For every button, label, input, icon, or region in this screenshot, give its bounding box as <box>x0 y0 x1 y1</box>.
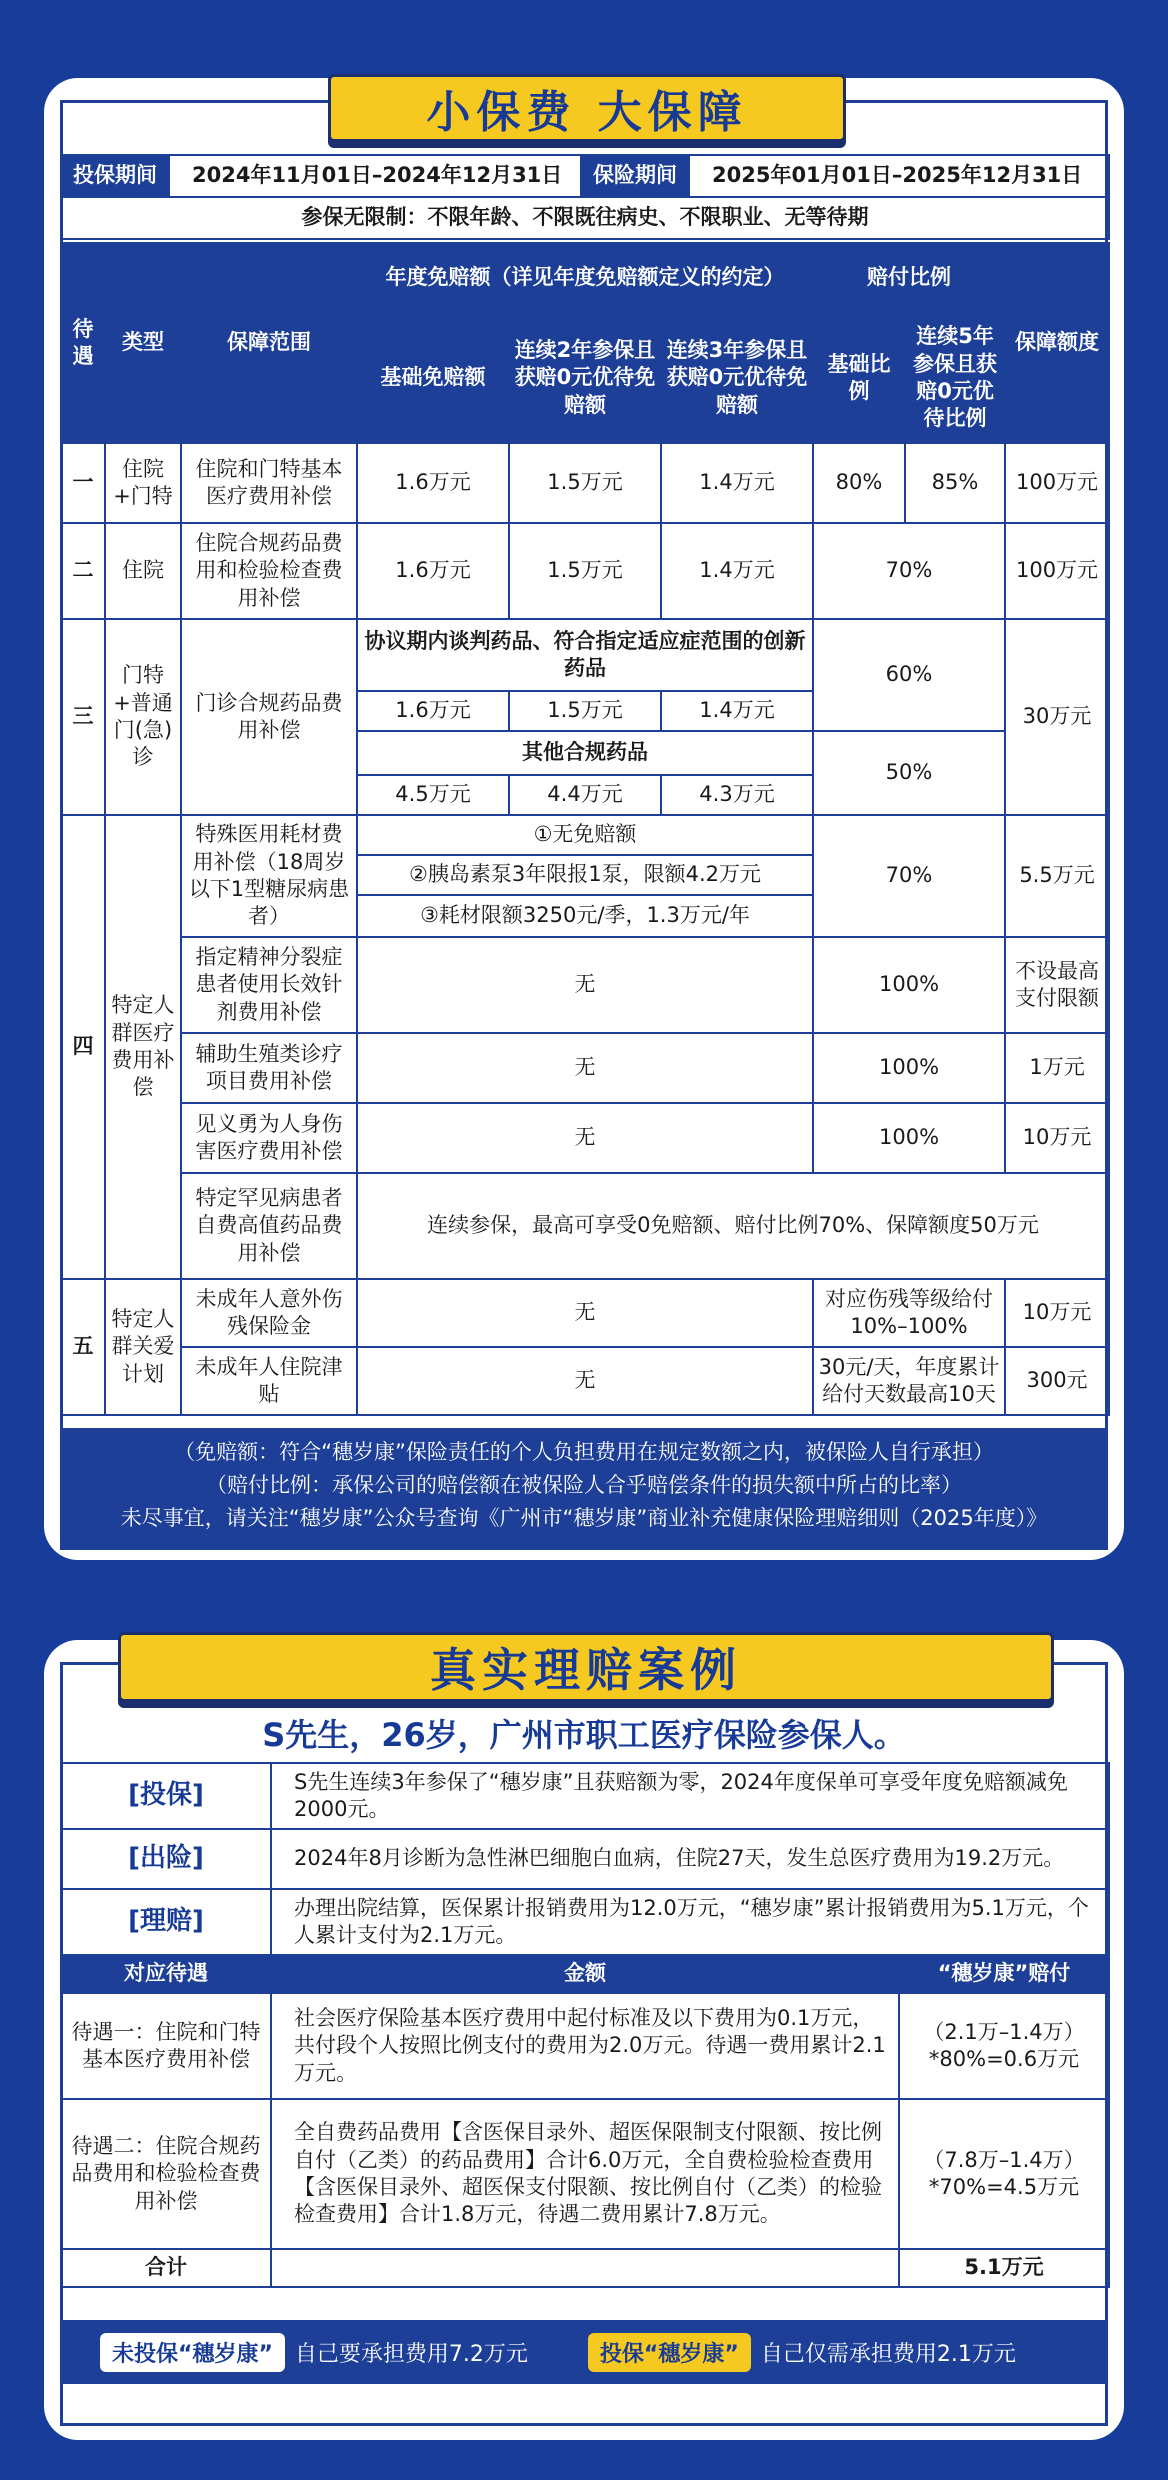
r4-ded-3: 无 <box>357 1033 813 1103</box>
r3-sub1: 协议期内谈判药品、符合指定适应症范围的创新药品 <box>357 619 813 691</box>
scope-2: 住院合规药品费用和检验检查费用补偿 <box>181 523 357 619</box>
r3-a1: 1.6万元 <box>357 691 509 731</box>
type-4: 特定人群医疗费用补偿 <box>105 815 181 1279</box>
r5-scope-2: 未成年人住院津贴 <box>181 1347 357 1415</box>
col-pay-header: “穗岁康”赔付 <box>899 1955 1109 1993</box>
incident-text: 2024年8月诊断为急性淋巴细胞白血病，住院27天，发生总医疗费用为19.2万元。 <box>271 1829 1109 1889</box>
claim-label: [理赔] <box>61 1889 271 1955</box>
limit-2: 100万元 <box>1005 523 1109 619</box>
claim-text: 办理出院结算，医保累计报销费用为12.0万元，“穗岁康”累计报销费用为5.1万元，个人累计支付为2.1万元。 <box>271 1889 1109 1955</box>
r4-s1b: ②胰岛素泵3年限报1泵，限额4.2万元 <box>357 855 813 895</box>
limit-3: 30万元 <box>1005 619 1109 815</box>
r4-desc-5: 连续参保，最高可享受0免赔额、赔付比例70%、保障额度50万元 <box>357 1173 1109 1279</box>
header-ratio-5y: 连续5年参保且获赔0元优待比例 <box>905 313 1005 443</box>
r3-b1: 4.5万元 <box>357 775 509 815</box>
cover-value: 2025年01月01日–2025年12月31日 <box>689 155 1109 197</box>
r4-scope-5: 特定罕见病患者自费高值药品费用补偿 <box>181 1173 357 1279</box>
scope-1: 住院和门特基本医疗费用补偿 <box>181 443 357 523</box>
r4-limit-3: 1万元 <box>1005 1033 1109 1103</box>
r4-ded-4: 无 <box>357 1103 813 1173</box>
period-table <box>60 154 1110 240</box>
case-title-banner: 真实理赔案例 <box>118 1632 1054 1702</box>
r4-ded-2: 无 <box>357 937 813 1033</box>
r4-s1a: ①无免赔额 <box>357 815 813 855</box>
header-ded-3y: 连续3年参保且获赔0元优待免赔额 <box>661 313 813 443</box>
ratio-3b: 50% <box>813 731 1005 815</box>
r3-a3: 1.4万元 <box>661 691 813 731</box>
incident-label: [出险] <box>61 1829 271 1889</box>
r3-sub2: 其他合规药品 <box>357 731 813 775</box>
definition-notes <box>60 1428 1108 1550</box>
r4-s1c: ③耗材限额3250元/季，1.3万元/年 <box>357 895 813 937</box>
r4-ratio-4: 100% <box>813 1103 1005 1173</box>
r5-ded-1: 无 <box>357 1279 813 1347</box>
insure-text: S先生连续3年参保了“穗岁康”且获赔额为零，2024年度保单可享受年度免赔额减免2000元。 <box>271 1763 1109 1829</box>
unlimited-note: 参保无限制：不限年龄、不限既往病史、不限职业、无等待期 <box>61 197 1109 239</box>
header-ratio-base: 基础比例 <box>813 313 905 443</box>
total-value: 5.1万元 <box>899 2249 1109 2287</box>
type-5: 特定人群关爱计划 <box>105 1279 181 1415</box>
header-scope: 保障范围 <box>181 243 357 443</box>
not-insured-tag: 未投保“穗岁康” <box>100 2333 285 2372</box>
ratio-base-1: 80% <box>813 443 905 523</box>
r4-scope-4: 见义勇为人身伤害医疗费用补偿 <box>181 1103 357 1173</box>
case2-tier: 待遇二：住院合规药品费用和检验检查费用补偿 <box>61 2099 271 2249</box>
r4-limit-1: 5.5万元 <box>1005 815 1109 937</box>
col-amount-header: 金额 <box>271 1955 899 1993</box>
ded-base-1: 1.6万元 <box>357 443 509 523</box>
benefits-title-banner: 小保费 大保障 <box>328 74 846 142</box>
ratio-2: 70% <box>813 523 1005 619</box>
r3-a2: 1.5万元 <box>509 691 661 731</box>
note-more-info: 未尽事宜，请关注“穗岁康”公众号查询《广州市“穗岁康”商业补充健康保险理赔细则（2025年度）》 <box>120 1506 1048 1530</box>
header-ratio: 赔付比例 <box>813 243 1005 313</box>
benefits-table <box>60 242 1110 1416</box>
r5-scope-1: 未成年人意外伤残保险金 <box>181 1279 357 1347</box>
limit-1: 100万元 <box>1005 443 1109 523</box>
r5-limit-1: 10万元 <box>1005 1279 1109 1347</box>
tier-5: 五 <box>61 1279 105 1415</box>
header-deductible: 年度免赔额（详见年度免赔额定义的约定） <box>357 243 813 313</box>
header-limit: 保障额度 <box>1005 243 1109 443</box>
r4-ratio-3: 100% <box>813 1033 1005 1103</box>
comparison-footer <box>60 2320 1108 2384</box>
case-heading: S先生，26岁，广州市职工医疗保险参保人。 <box>262 1716 906 1754</box>
header-tier: 待遇 <box>61 243 105 443</box>
r5-ratio-2: 30元/天，年度累计给付天数最高10天 <box>813 1347 1005 1415</box>
case2-amount: 全自费药品费用【含医保目录外、超医保限制支付限额、按比例自付（乙类）的药品费用】合计6.0万元，全自费检验检查费用【含医保目录外、超医保支付限额、按比例自付（乙类）的检验检查费用】合计1.8万元，待遇二费用累计7.8万元。 <box>271 2099 899 2249</box>
col-tier-header: 对应待遇 <box>61 1955 271 1993</box>
ratio-3a: 60% <box>813 619 1005 731</box>
insure-label: [投保] <box>61 1763 271 1829</box>
ded-2y-2: 1.5万元 <box>509 523 661 619</box>
type-1: 住院+门特 <box>105 443 181 523</box>
case2-pay: （7.8万–1.4万）*70%=4.5万元 <box>899 2099 1109 2249</box>
header-ded-base: 基础免赔额 <box>357 313 509 443</box>
period-value: 2024年11月01日–2024年12月31日 <box>169 155 581 197</box>
ratio-5y-1: 85% <box>905 443 1005 523</box>
header-ded-2y: 连续2年参保且获赔0元优待免赔额 <box>509 313 661 443</box>
r5-limit-2: 300元 <box>1005 1347 1109 1415</box>
ded-2y-1: 1.5万元 <box>509 443 661 523</box>
r5-ratio-1: 对应伤残等级给付10%–100% <box>813 1279 1005 1347</box>
ded-3y-2: 1.4万元 <box>661 523 813 619</box>
r4-limit-4: 10万元 <box>1005 1103 1109 1173</box>
not-insured-cost: 自己要承担费用7.2万元 <box>294 2341 528 2367</box>
type-3: 门特+普通门(急)诊 <box>105 619 181 815</box>
r4-scope-3: 辅助生殖类诊疗项目费用补偿 <box>181 1033 357 1103</box>
total-spacer <box>271 2249 899 2287</box>
ded-base-2: 1.6万元 <box>357 523 509 619</box>
ded-3y-1: 1.4万元 <box>661 443 813 523</box>
total-label: 合计 <box>61 2249 271 2287</box>
period-label: 投保期间 <box>61 155 169 197</box>
tier-3: 三 <box>61 619 105 815</box>
r4-ratio-2: 100% <box>813 937 1005 1033</box>
cover-label: 保险期间 <box>581 155 689 197</box>
r5-ded-2: 无 <box>357 1347 813 1415</box>
note-ratio: （赔付比例：承保公司的赔偿额在被保险人合乎赔偿条件的损失额中所占的比率） <box>206 1473 962 1497</box>
scope-3: 门诊合规药品费用补偿 <box>181 619 357 815</box>
tier-4: 四 <box>61 815 105 1279</box>
note-deductible: （免赔额：符合“穗岁康”保险责任的个人负担费用在规定数额之内，被保险人自行承担） <box>174 1440 994 1464</box>
header-type: 类型 <box>105 243 181 443</box>
type-2: 住院 <box>105 523 181 619</box>
r3-b3: 4.3万元 <box>661 775 813 815</box>
tier-2: 二 <box>61 523 105 619</box>
case1-amount: 社会医疗保险基本医疗费用中起付标准及以下费用为0.1万元，共付段个人按照比例支付的费用为2.0万元。待遇一费用累计2.1万元。 <box>271 1993 899 2099</box>
case-table <box>60 1762 1110 2288</box>
case1-tier: 待遇一：住院和门特基本医疗费用补偿 <box>61 1993 271 2099</box>
case1-pay: （2.1万–1.4万）*80%=0.6万元 <box>899 1993 1109 2099</box>
insured-cost: 自己仅需承担费用2.1万元 <box>760 2341 1016 2367</box>
r4-scope-1: 特殊医用耗材费用补偿（18周岁以下1型糖尿病患者） <box>181 815 357 937</box>
r4-scope-2: 指定精神分裂症患者使用长效针剂费用补偿 <box>181 937 357 1033</box>
r4-ratio-1: 70% <box>813 815 1005 937</box>
r3-b2: 4.4万元 <box>509 775 661 815</box>
tier-1: 一 <box>61 443 105 523</box>
insured-tag: 投保“穗岁康” <box>588 2333 751 2372</box>
r4-limit-2: 不设最高支付限额 <box>1005 937 1109 1033</box>
